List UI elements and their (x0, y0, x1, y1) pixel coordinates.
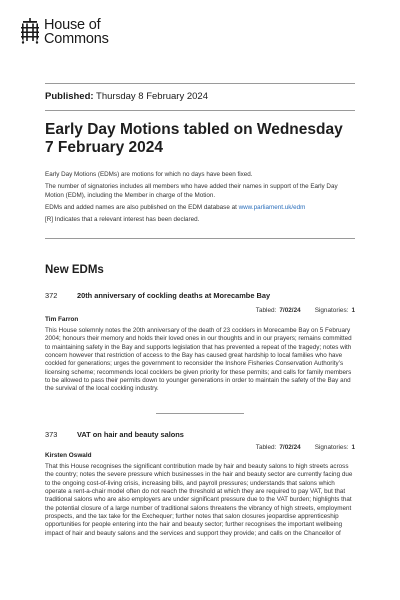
motion-number: 372 (45, 291, 58, 300)
motion-sponsor: Kirsten Oswald (45, 452, 92, 459)
published-rule (45, 110, 355, 111)
motion-title: VAT on hair and beauty salons (77, 430, 184, 439)
tabled-date: 7/02/24 (279, 307, 301, 314)
intro-paragraph-2: The number of signatories includes all members who have added their names in support of the Early Day Motion (EDM), including the Member in charge of the Motion. (45, 183, 338, 199)
motion-sponsor: Tim Farron (45, 316, 79, 323)
intro-paragraph-1: Early Day Motions (EDMs) are motions for which no days have been fixed. (45, 171, 253, 178)
motion-meta (256, 307, 355, 314)
motion-body: That this House recognises the significant contribution made by hair and beauty salons to high streets across the country; notes the severe pressure which businesses in the hair and beauty sector are currently facing due to the ongoing cost-of-living crisis, increasing bills, and payroll pressures; understands that salons which operate a rent-a-chair model often do not reach the threshold at which they are required to pay VAT, but that traditional salons who are also employers are under significant pressure due to the VAT burden; highlights that the potential closure of a large number of traditional salons threatens the vibrancy of high streets, employment prospects, and the tax take for the Exchequer; further notes that salon closures jeopardise apprenticeship opportunities for people entering into the hair and beauty sector; further recognises the important wellbeing impact of hair and beauty salons and the services and support they provide; and calls on the Chancellor of (45, 463, 353, 537)
intro-rule (45, 238, 355, 239)
edm-database-link[interactable]: www.parliament.uk/edm (238, 204, 306, 211)
published-date: Thursday 8 February 2024 (96, 91, 208, 102)
signatories-count: 1 (351, 444, 355, 451)
portcullis-icon (20, 18, 40, 45)
motion-meta (256, 444, 355, 451)
logo-line-1: House of (44, 17, 101, 33)
header-rule (45, 83, 355, 84)
published-line (45, 91, 208, 102)
tabled-label: Tabled: (255, 307, 277, 314)
logo-line-2: Commons (44, 31, 109, 47)
motion-number: 373 (45, 430, 58, 439)
house-of-commons-logo (20, 18, 109, 46)
published-label: Published: (45, 91, 94, 102)
tabled-date: 7/02/24 (279, 444, 301, 451)
page-title: Early Day Motions tabled on Wednesday 7 February 2024 (45, 121, 343, 156)
tabled-label: Tabled: (255, 444, 277, 451)
motion-body: This House solemnly notes the 20th anniversary of the death of 23 cocklers in Morecambe Bay on 5 February 2004; honours their memory and holds their loved ones in our thoughts and in our prayers; remains committed to maintaining safety in the Bay and supports legislation that has prevented a repeat of the tragedy; notes with concern however that restriction of access to the Bay has caused great hardship to local families who have cockled for generations; urges the government to reconsider the Inshore Fisheries Conservation Authority’s licensing scheme; recommends local cocklers be given priority for these permits; and calls for family members to be allowed to pass their permits down to younger generations in order to maintain the safety of the Bay and the survival of the local cockling industry. (45, 327, 352, 393)
motion-divider (156, 413, 244, 414)
intro-paragraph-3 (45, 204, 355, 213)
motion-title: 20th anniversary of cockling deaths at Morecambe Bay (77, 291, 271, 300)
section-title: New EDMs (45, 264, 104, 276)
signatories-label: Signatories: (314, 444, 349, 451)
signatories-label: Signatories: (314, 307, 349, 314)
intro-paragraph-3-text: EDMs and added names are also published on the EDM database at (45, 204, 239, 211)
intro-paragraph-4: [R] Indicates that a relevant interest has been declared. (45, 216, 200, 223)
signatories-count: 1 (351, 307, 355, 314)
logo-text (44, 18, 109, 46)
